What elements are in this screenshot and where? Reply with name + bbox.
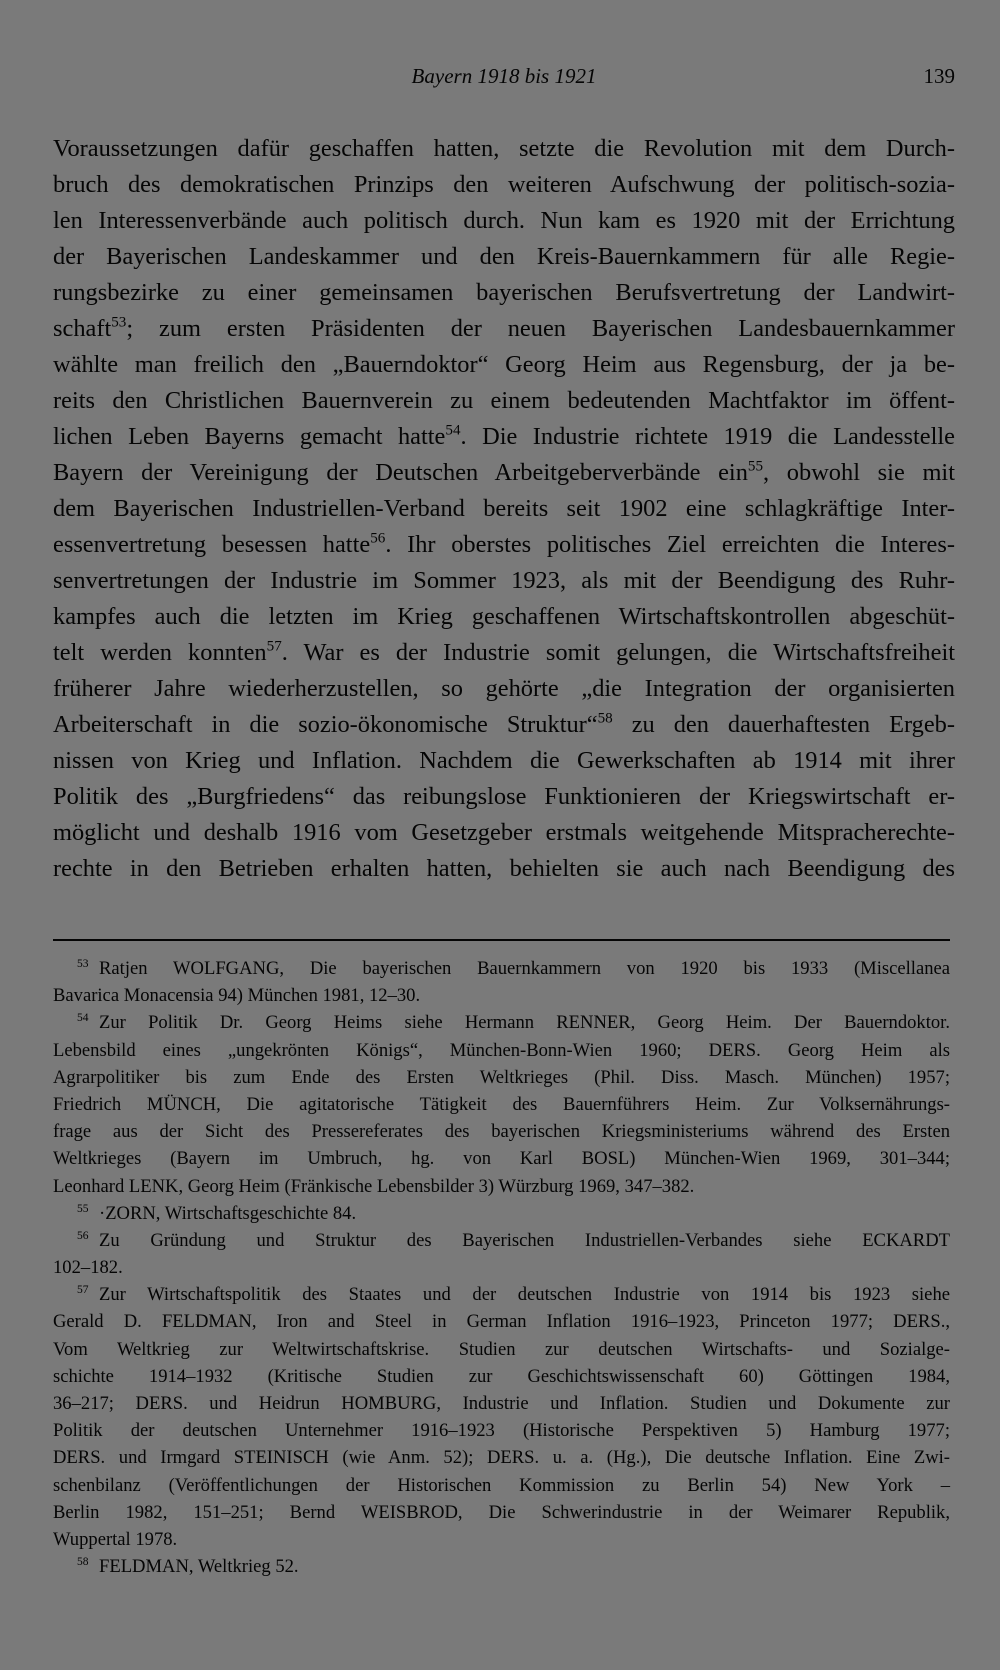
footnote-line [53, 1091, 950, 1118]
body-line [53, 383, 955, 419]
footnote-text: Ratjen WOLFGANG, Die bayerischen Bauernkammern von 1920 bis 1933 (Miscellanea [99, 958, 950, 979]
body-text-segment: zu den dauerhaftesten Ergeb- [612, 711, 955, 738]
footnote-text: Zu Gründung und Struktur des Bayerischen Industriellen-Verbandes siehe ECKARDT [99, 1229, 950, 1251]
body-line [53, 527, 955, 563]
footnote-text: 36–217; DERS. und Heidrun HOMBURG, Industrie und Inflation. Studien und Dokumente zur [53, 1393, 950, 1414]
body-line [53, 311, 955, 347]
footnote-text: Leonhard LENK, Georg Heim (Fränkische Lebensbilder 3) Würzburg 1969, 347–382. [53, 1175, 695, 1197]
footnote-text: Zur Politik Dr. Georg Heims siehe Hermann RENNER, Georg Heim. Der Bauerndoktor. [99, 1012, 950, 1034]
body-line [53, 419, 955, 455]
body-text-segment: Politik des „Burgfriedens“ das reibungslose Funktionieren der Kriegswirtschaft er- [53, 783, 955, 810]
footnote-line [53, 1363, 950, 1390]
body-text-segment: telt werden konnten [53, 639, 267, 666]
body-line [53, 851, 955, 887]
footnote-line: 55 ·ZORN, Wirtschaftsgeschichte 84. [77, 1202, 357, 1224]
body-text-segment: lichen Leben Bayerns gemacht hatte [53, 423, 446, 450]
footnote-line: 54 Zur Politik Dr. Georg Heims siehe Hermann RENNER, Georg Heim. Der Bauerndoktor. [77, 1012, 950, 1034]
footnote-reference: 54 [445, 422, 461, 439]
footnote-line [53, 1118, 950, 1145]
body-text-segment: nissen von Krieg und Inflation. Nachdem die Gewerkschaften ab 1914 mit ihrer [53, 747, 955, 774]
footnote-text: ·ZORN, Wirtschaftsgeschichte 84. [99, 1202, 357, 1224]
body-line [53, 635, 955, 671]
footnote-text: Politik der deutschen Unternehmer 1916–1923 (Historische Perspektiven 5) Hamburg 1977; [53, 1420, 950, 1442]
body-line [53, 347, 955, 383]
body-line [53, 239, 955, 275]
footnote-separator-rule [53, 939, 950, 941]
footnote-text: Zur Wirtschaftspolitik des Staates und der deutschen Industrie von 1914 bis 1923 siehe [99, 1284, 950, 1306]
body-text-segment: möglicht und deshalb 1916 vom Gesetzgeber erstmals weitgehende Mitspracherechte- [53, 819, 955, 846]
main-body-text [53, 131, 955, 887]
body-line [53, 815, 955, 851]
footnote-line [53, 1526, 950, 1553]
body-text-segment: reits den Christlichen Bauernverein zu einem bedeutenden Machtfaktor im öffent- [53, 387, 955, 414]
body-line [53, 563, 955, 599]
body-text-segment: schaft [53, 315, 112, 342]
footnote-reference: 56 [370, 530, 386, 547]
running-head [53, 60, 955, 92]
footnote-line [53, 1064, 950, 1091]
footnote-text: schichte 1914–1932 (Kritische Studien zur Geschichtswissenschaft 60) Göttingen 1984, [53, 1365, 950, 1387]
body-line [53, 167, 955, 203]
footnote-text: Agrarpolitiker bis zum Ende des Ersten Weltkrieges (Phil. Diss. Masch. München) 1957; [53, 1066, 950, 1088]
footnote-text: Lebensbild eines „ungekrönten Königs“, München-Bonn-Wien 1960; DERS. Georg Heim als [53, 1039, 950, 1061]
footnote-text: Wuppertal 1978. [53, 1528, 178, 1550]
footnote-reference: 53 [111, 314, 127, 331]
footnote-text: Bavarica Monacensia 94) München 1981, 12–30. [53, 985, 421, 1007]
body-text-segment: . War es der Industrie somit gelungen, die Wirtschaftsfreiheit [281, 639, 955, 666]
body-text-segment: . Ihr oberstes politisches Ziel erreichten die Interes- [385, 531, 956, 558]
body-text-segment: . Die Industrie richtete 1919 die Landesstelle [460, 423, 955, 450]
body-line [53, 455, 955, 491]
footnote-text: FELDMAN, Weltkrieg 52. [99, 1556, 299, 1578]
body-text-segment: ; zum ersten Präsidenten der neuen Bayerischen Landesbauernkammer [126, 315, 955, 342]
body-line [53, 671, 955, 707]
body-text-segment: bruch des demokratischen Prinzips den weiteren Aufschwung der politisch-sozia- [53, 171, 955, 198]
footnote-line [53, 1254, 950, 1281]
footnote-text: Friedrich MÜNCH, Die agitatorische Tätigkeit des Bauernführers Heim. Zur Volksernährungs- [53, 1093, 950, 1115]
footnote-line [53, 1472, 950, 1499]
footnote-text: frage aus der Sicht des Pressereferates des bayerischen Kriegsministeriums während des Ersten [53, 1121, 950, 1143]
body-line [53, 131, 955, 167]
footnote-text: Gerald D. FELDMAN, Iron and Steel in German Inflation 1916–1923, Princeton 1977; DERS., [53, 1311, 950, 1333]
footnote-reference: 55 [747, 458, 764, 475]
footnote-line [53, 1336, 950, 1363]
body-text-segment: der Bayerischen Landeskammer und den Kreis-Bauernkammern für alle Regie- [53, 243, 955, 270]
footnote-text: Berlin 1982, 151–251; Bernd WEISBROD, Die Schwerindustrie in der Weimarer Republik, [53, 1501, 950, 1523]
running-title: Bayern 1918 bis 1921 [411, 64, 597, 88]
footnote-text: schenbilanz (Veröffentlichungen der Historischen Kommission zu Berlin 54) New York – [53, 1474, 950, 1496]
footnote-line: 56 Zu Gründung und Struktur des Bayerischen Industriellen-Verbandes siehe ECKARDT [77, 1229, 950, 1251]
footnote-line [53, 1145, 950, 1172]
body-line [53, 779, 955, 815]
footnote-line: 53 Ratjen WOLFGANG, Die bayerischen Bauernkammern von 1920 bis 1933 (Miscellanea [77, 957, 950, 979]
body-line [53, 203, 955, 239]
footnote-line [53, 1037, 950, 1064]
body-line [53, 275, 955, 311]
footnote-text: DERS. und Irmgard STEINISCH (wie Anm. 52); DERS. u. a. (Hg.), Die deutsche Inflation. Eine Zwi- [53, 1447, 950, 1469]
footnote-text: Vom Weltkrieg zur Weltwirtschaftskrise. Studien zur deutschen Wirtschafts- und Sozialge- [53, 1338, 950, 1360]
body-line [53, 491, 955, 527]
footnotes [53, 955, 950, 1580]
body-text-segment: rungsbezirke zu einer gemeinsamen bayerischen Berufsvertretung der Landwirt- [53, 279, 955, 306]
footnote-reference: 58 [597, 710, 613, 727]
body-text-segment: len Interessenverbände auch politisch durch. Nun kam es 1920 mit der Errichtung [53, 207, 955, 234]
body-line [53, 707, 955, 743]
footnote-text: Weltkrieges (Bayern im Umbruch, hg. von Karl BOSL) München-Wien 1969, 301–344; [53, 1148, 950, 1170]
footnote-text: 102–182. [53, 1257, 123, 1279]
body-text-segment: wählte man freilich den „Bauerndoktor“ Georg Heim aus Regensburg, der ja be- [53, 351, 955, 378]
footnote-line: 58 FELDMAN, Weltkrieg 52. [77, 1555, 299, 1578]
body-text-segment: rechte in den Betrieben erhalten hatten, behielten sie auch nach Beendigung des [53, 855, 955, 882]
footnote-line [53, 1390, 950, 1417]
body-text-segment: essenvertretung besessen hatte [53, 531, 371, 558]
footnote-line [53, 1173, 950, 1200]
body-text-segment: , obwohl sie mit [763, 459, 955, 486]
body-text-segment: kampfes auch die letzten im Krieg geschaffenen Wirtschaftskontrollen abgeschüt- [53, 603, 955, 630]
body-text-segment: senvertretungen der Industrie im Sommer 1923, als mit der Beendigung des Ruhr- [53, 567, 955, 594]
footnote-line [53, 1417, 950, 1444]
footnote-line [53, 982, 950, 1009]
page-number: 139 [923, 64, 955, 88]
footnote-reference: 57 [266, 638, 282, 655]
footnote-line [53, 1308, 950, 1335]
body-line [53, 599, 955, 635]
body-text-segment: Bayern der Vereinigung der Deutschen Arbeitgeberverbände ein [53, 459, 748, 486]
footnote-line [53, 1499, 950, 1526]
body-text-segment: Arbeiterschaft in die sozio-ökonomische Struktur“ [53, 711, 598, 738]
body-text-segment: früherer Jahre wiederherzustellen, so gehörte „die Integration der organisierten [53, 675, 955, 702]
body-line [53, 743, 955, 779]
body-text-segment: Voraussetzungen dafür geschaffen hatten, setzte die Revolution mit dem Durch- [53, 135, 955, 162]
footnote-line [53, 1444, 950, 1471]
footnote-line: 57 Zur Wirtschaftspolitik des Staates und der deutschen Industrie von 1914 bis 1923 siehe [77, 1284, 950, 1306]
body-text-segment: dem Bayerischen Industriellen-Verband bereits seit 1902 eine schlagkräftige Inter- [53, 495, 955, 522]
